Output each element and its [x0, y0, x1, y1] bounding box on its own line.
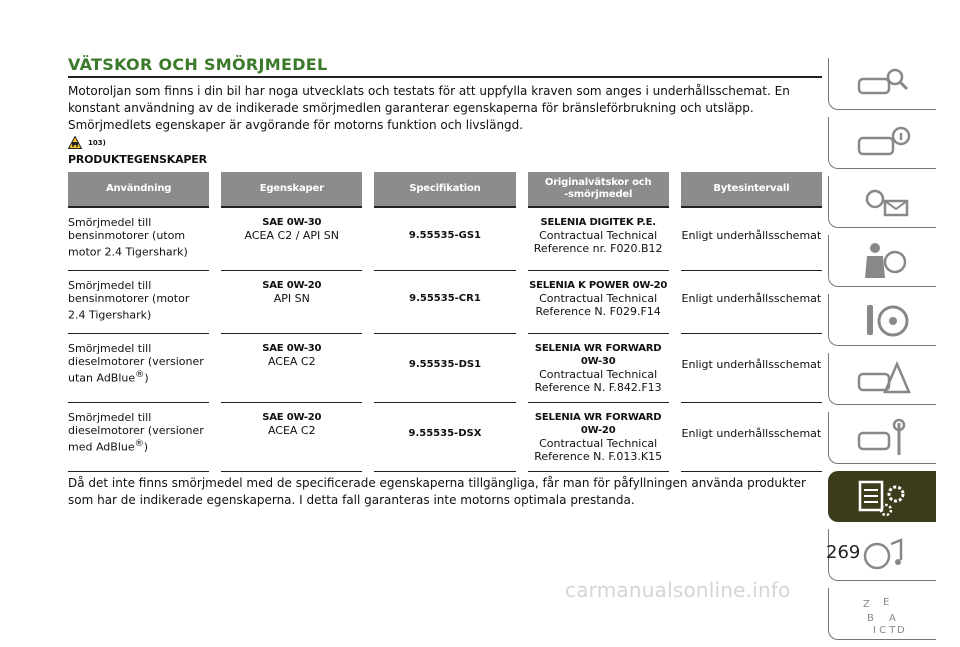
cell-interval	[681, 334, 822, 403]
svg-text:D: D	[896, 624, 905, 635]
page-content	[68, 55, 822, 509]
cell-interval	[681, 208, 822, 271]
steering-wheel-icon	[853, 299, 913, 341]
header-original-fluids	[528, 172, 669, 208]
viscosity-grade: SAE 0W-30	[262, 343, 322, 354]
property-standards: ACEA C2	[267, 355, 316, 368]
svg-text:A: A	[888, 612, 896, 624]
sidebar-tab-car-info[interactable]	[828, 117, 936, 169]
specs-gear-icon	[852, 476, 912, 518]
property-standards: ACEA C2 / API SN	[244, 229, 340, 242]
cell-original-fluid	[528, 208, 669, 271]
lubricant-table	[56, 172, 834, 472]
table-row	[68, 403, 822, 472]
svg-text:Z: Z	[862, 598, 870, 610]
cell-specification	[374, 334, 515, 403]
interval-text: Enligt underhållsschemat	[681, 426, 822, 440]
outro-paragraph: Då det inte finns smörjmedel med de specificerade egenskaperna tillgängliga, får man för påfyllningen använda produkter som har de indikerade egenskaperna. I detta fall garanteras inte motorns optimala prestanda.	[68, 476, 806, 507]
product-name: SELENIA WR FORWARD 0W-20	[534, 412, 662, 436]
cell-properties	[221, 208, 362, 271]
cell-usage	[68, 208, 209, 271]
cell-original-fluid	[528, 403, 669, 472]
table-row	[68, 334, 822, 403]
cell-properties	[221, 334, 362, 403]
usage-tail: )	[143, 440, 149, 454]
usage-superscript: ®	[135, 369, 145, 380]
usage-text: Smörjmedel till dieselmotorer (versioner med AdBlue	[68, 411, 204, 454]
usage-text: Smörjmedel till bensinmotorer (utom motor 2.4 Tigershark)	[68, 216, 188, 259]
warning-reference	[68, 136, 822, 152]
cell-interval	[681, 271, 822, 334]
svg-text:I C T: I C T	[872, 624, 895, 635]
cell-usage	[68, 334, 209, 403]
cell-properties	[221, 271, 362, 334]
table-subheading: PRODUKTEGENSKAPER	[68, 153, 207, 166]
multimedia-icon	[853, 534, 913, 576]
warning-triangle-icon	[68, 136, 82, 149]
usage-tail: )	[144, 371, 149, 385]
cell-usage	[68, 403, 209, 472]
header-specification: Specifikation	[374, 172, 515, 208]
page-number: 269	[826, 542, 861, 563]
svg-text:E: E	[882, 596, 889, 608]
technical-reference: Contractual Technical Reference N. F.842.F13	[534, 368, 662, 394]
property-standards: API SN	[273, 292, 310, 305]
car-search-icon	[853, 63, 913, 105]
usage-superscript: ®	[134, 438, 144, 449]
technical-reference: Contractual Technical Reference N. F029.F14	[535, 292, 661, 318]
usage-text: Smörjmedel till bensinmotorer (motor 2.4 Tigershark)	[68, 279, 190, 322]
technical-reference: Contractual Technical Reference N. F.013.K15	[534, 437, 663, 463]
seatbelt-airbag-icon	[853, 240, 913, 282]
sidebar-tab-car-wrench[interactable]	[828, 412, 936, 464]
interval-text: Enligt underhållsschemat	[681, 228, 822, 242]
technical-reference: Contractual Technical Reference nr. F020.B12	[533, 229, 663, 255]
header-usage: Användning	[68, 172, 209, 208]
header-original-fluids-text: Originalvätskor och -smörjmedel	[544, 177, 652, 200]
cell-properties	[221, 403, 362, 472]
product-name: SELENIA WR FORWARD 0W-30	[534, 343, 662, 367]
product-name: SELENIA K POWER 0W-20	[529, 280, 668, 291]
car-info-icon	[853, 122, 913, 164]
sidebar-tab-seatbelt-airbag[interactable]	[828, 235, 936, 287]
warning-number: 103)	[88, 139, 106, 147]
table-header-row	[68, 172, 822, 208]
specification-code: 9.55535-DS1	[408, 359, 482, 370]
viscosity-grade: SAE 0W-20	[262, 412, 322, 423]
interval-text: Enligt underhållsschemat	[681, 291, 822, 305]
header-interval: Bytesintervall	[681, 172, 822, 208]
car-wrench-icon	[853, 417, 913, 459]
sidebar-tab-steering-wheel[interactable]	[828, 294, 936, 346]
dashboard-lights-icon	[853, 181, 913, 223]
sidebar-tab-car-search[interactable]	[828, 58, 936, 110]
sidebar-tab-dashboard-lights[interactable]	[828, 176, 936, 228]
cell-usage	[68, 271, 209, 334]
specification-code: 9.55535-DSX	[408, 428, 482, 439]
svg-text:B: B	[866, 612, 874, 624]
section-title: VÄTSKOR OCH SMÖRJMEDEL	[68, 55, 822, 78]
usage-text: Smörjmedel till dieselmotorer (versioner utan AdBlue	[68, 342, 204, 385]
product-name: SELENIA DIGITEK P.E.	[540, 217, 656, 228]
specification-code: 9.55535-CR1	[409, 293, 481, 304]
sidebar-tab-alphabet-index[interactable]	[828, 588, 936, 640]
sidebar-tab-car-breakdown[interactable]	[828, 353, 936, 405]
car-breakdown-icon	[853, 358, 913, 400]
intro-paragraph: Motoroljan som finns i din bil har noga utvecklats och testats för att uppfylla kraven som anges i underhållsschemat. En konstant användning av de indikerade smörjmedlen garanterar egenskaperna för bränsleförbrukning och utsläpp. Smörjmedlets egenskaper är avgörande för motorns funktion och livslängd.	[68, 84, 790, 132]
sidebar-tab-specs-gear[interactable]	[828, 471, 936, 522]
cell-specification	[374, 208, 515, 271]
specification-code: 9.55535-GS1	[408, 230, 481, 241]
alphabet-index-icon	[853, 593, 913, 635]
header-properties: Egenskaper	[221, 172, 362, 208]
interval-text: Enligt underhållsschemat	[681, 357, 822, 371]
table-row	[68, 271, 822, 334]
cell-original-fluid	[528, 334, 669, 403]
cell-interval	[681, 403, 822, 472]
table-row	[68, 208, 822, 271]
cell-original-fluid	[528, 271, 669, 334]
viscosity-grade: SAE 0W-30	[262, 217, 322, 228]
watermark: carmanualsonline.info	[565, 578, 791, 602]
cell-specification	[374, 271, 515, 334]
viscosity-grade: SAE 0W-20	[262, 280, 322, 291]
cell-specification	[374, 403, 515, 472]
property-standards: ACEA C2	[267, 424, 316, 437]
